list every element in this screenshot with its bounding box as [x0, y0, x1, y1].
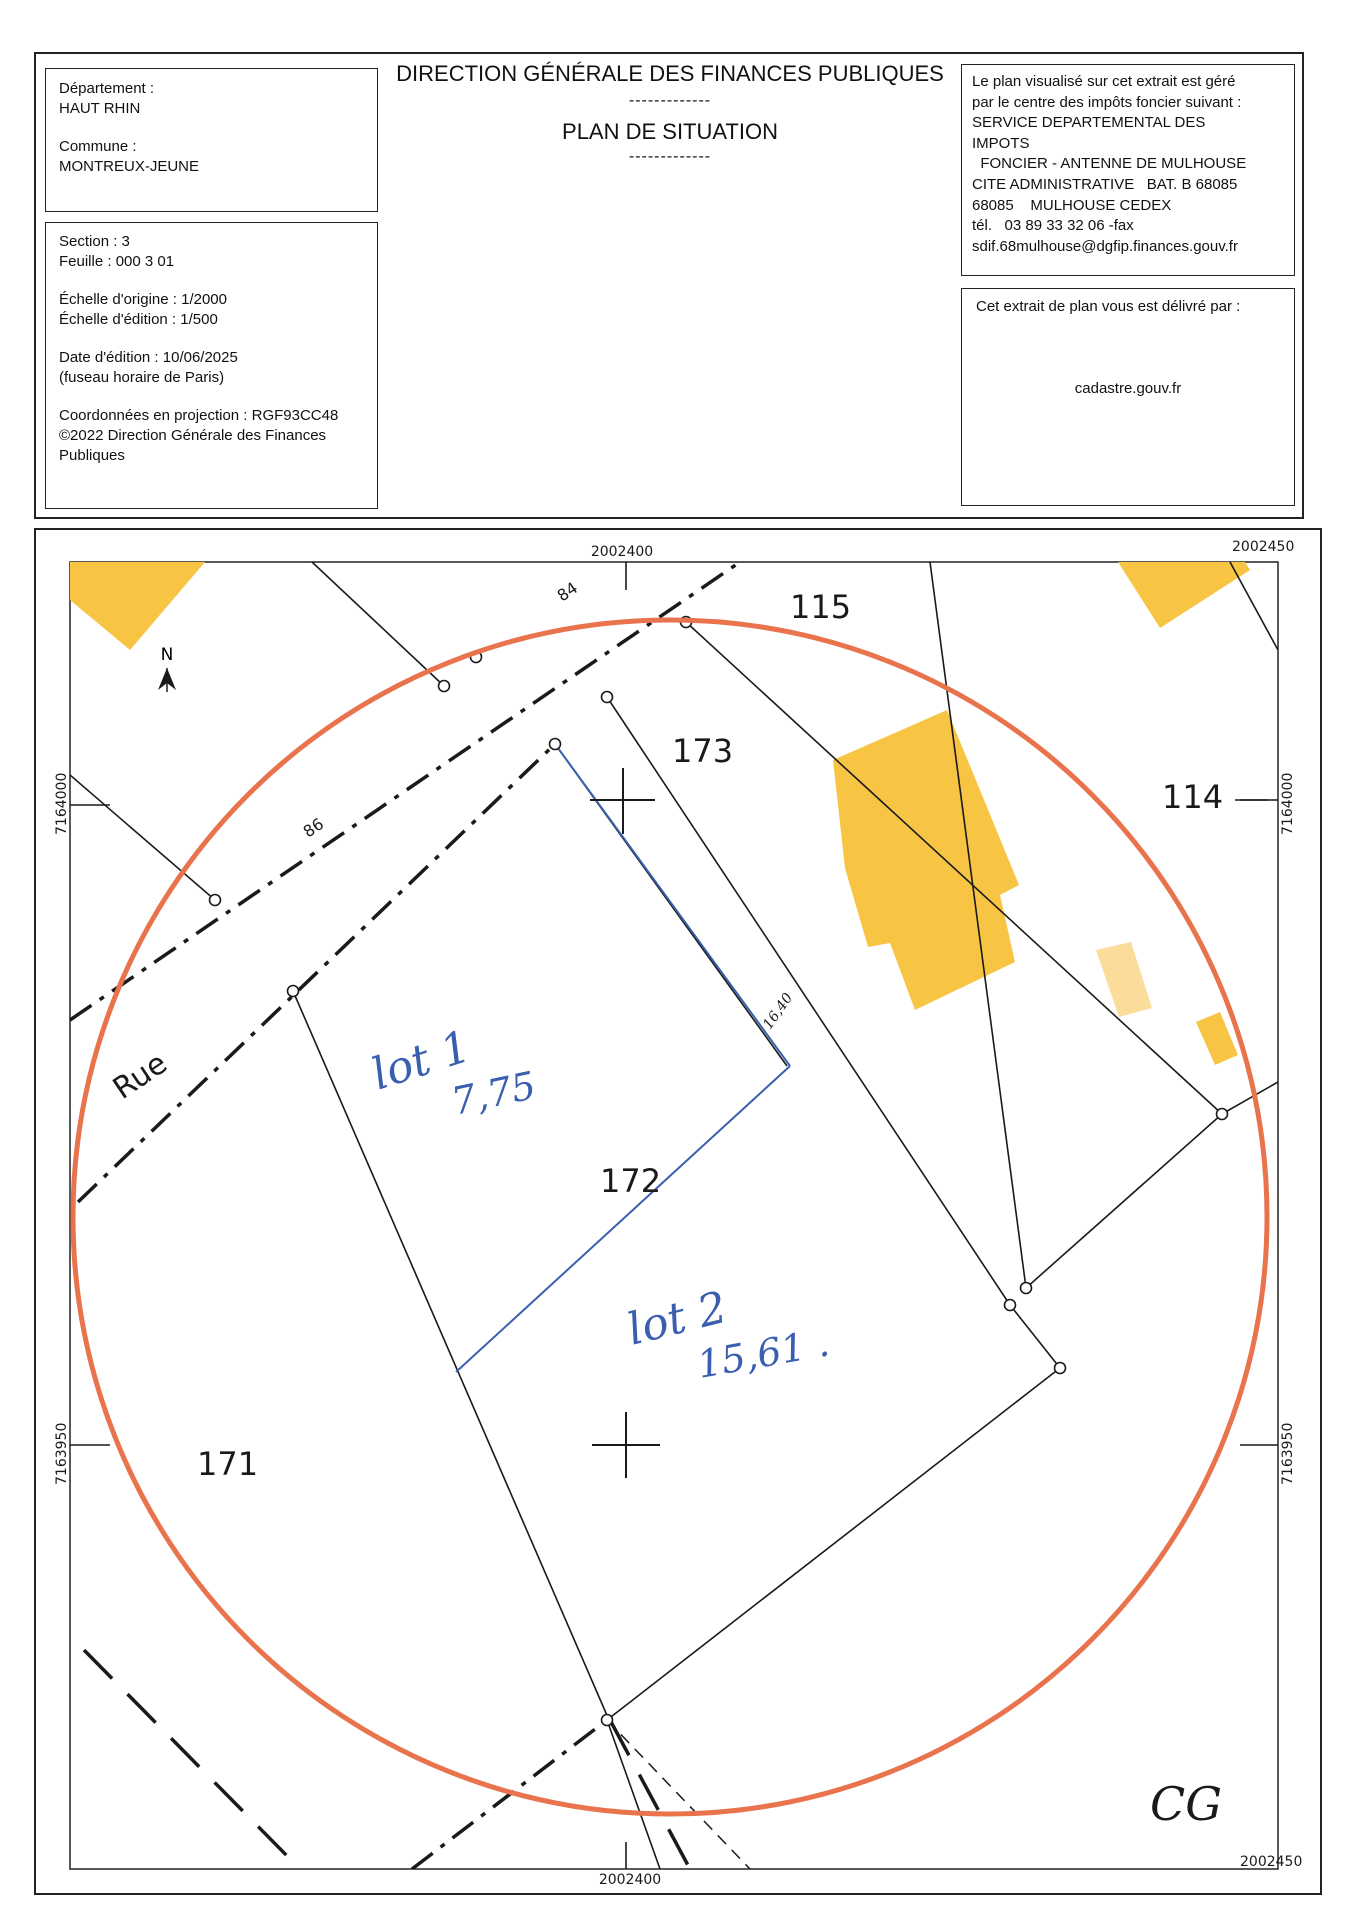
parcel-115: 115 — [790, 588, 852, 626]
center-line-4: IMPOTS — [972, 134, 1030, 152]
timezone-text: (fuseau horaire de Paris) — [59, 369, 225, 386]
section-text: Section : 3 — [59, 233, 130, 250]
coord-bottom-left: 2002400 — [598, 1872, 662, 1888]
scale-origin-text: Échelle d'origine : 1/2000 — [59, 291, 227, 308]
location-circle — [73, 620, 1267, 1814]
lot-division — [456, 744, 790, 1372]
copyright-text-1: ©2022 Direction Générale des Finances — [59, 427, 327, 444]
projection-text: Coordonnées en projection : RGF93CC48 — [59, 407, 339, 424]
department-value: HAUT RHIN — [59, 100, 141, 117]
coord-left-upper: 7164000 — [54, 772, 70, 835]
coord-bottom-right: 2002450 — [1240, 1854, 1303, 1870]
delivered-by-text: Cet extrait de plan vous est délivré par : — [976, 298, 1241, 315]
parcel-173: 173 — [672, 732, 734, 770]
center-line-8: tél. 03 89 33 32 06 -fax — [972, 217, 1134, 235]
center-line-2: par le centre des impôts foncier suivant : — [972, 93, 1242, 111]
coord-left-lower: 7163950 — [54, 1422, 70, 1485]
edition-date-text: Date d'édition : 10/06/2025 — [59, 349, 238, 366]
coord-top-left: 2002400 — [590, 544, 654, 560]
copyright-text-2: Publiques — [59, 447, 125, 464]
center-line-6: CITE ADMINISTRATIVE BAT. B 68085 — [972, 175, 1238, 193]
parcel-114: 114 — [1162, 778, 1224, 816]
building-main — [833, 710, 1019, 1010]
commune-label: Commune : — [59, 138, 137, 155]
north-arrow-icon — [158, 668, 176, 692]
lot2-value: 15,61 . — [693, 1320, 833, 1387]
road-limits — [70, 562, 740, 1869]
initials-signature: CG — [1150, 1777, 1222, 1831]
scale-edition-text: Échelle d'édition : 1/500 — [59, 311, 218, 328]
parcel-172: 172 — [600, 1162, 662, 1200]
title-separator-2: ------------- — [628, 148, 712, 165]
road-number-84: 84 — [553, 578, 582, 606]
delivery-site-text: cadastre.gouv.fr — [1074, 380, 1182, 397]
page-subtitle: PLAN DE SITUATION — [562, 119, 778, 144]
boundary-markers — [210, 617, 1228, 1726]
coord-top-right: 2002450 — [1232, 539, 1295, 555]
center-line-7: 68085 MULHOUSE CEDEX — [972, 196, 1172, 214]
parcel-171: 171 — [197, 1445, 259, 1483]
edge-length-note: 16,40 — [760, 990, 797, 1033]
commune-value: MONTREUX-JEUNE — [59, 158, 200, 175]
department-label: Département : — [59, 80, 155, 97]
center-line-9: sdif.68mulhouse@dgfip.finances.gouv.fr — [972, 237, 1238, 255]
center-line-3: SERVICE DEPARTEMENTAL DES — [972, 114, 1206, 132]
coord-right-upper: 7164000 — [1280, 772, 1296, 835]
page-title: DIRECTION GÉNÉRALE DES FINANCES PUBLIQUES — [396, 61, 944, 86]
center-line-5: FONCIER - ANTENNE DE MULHOUSE — [972, 155, 1247, 173]
lower-limits — [84, 1650, 690, 1869]
lot1-title: lot 1 — [365, 1020, 477, 1101]
north-label: N — [160, 645, 174, 665]
coord-right-lower: 7163950 — [1280, 1422, 1296, 1485]
lot2-title: lot 2 — [622, 1281, 732, 1356]
title-separator-1: ------------- — [628, 92, 712, 109]
building-top-left — [70, 562, 205, 650]
center-line-1: Le plan visualisé sur cet extrait est géré — [972, 73, 1236, 90]
road-number-86: 86 — [299, 814, 328, 842]
building-top-right — [1118, 562, 1250, 628]
feuille-text: Feuille : 000 3 01 — [59, 253, 175, 270]
street-name: Rue — [106, 1045, 174, 1107]
lot1-value: 7,75 — [447, 1063, 540, 1124]
